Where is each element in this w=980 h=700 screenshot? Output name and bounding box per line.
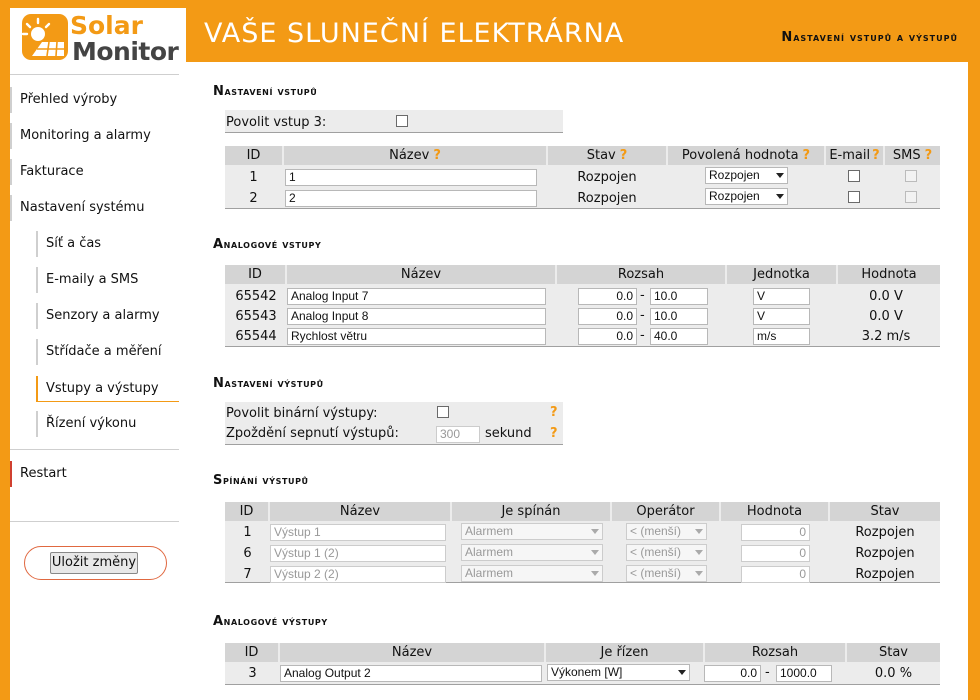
col-name: Název <box>280 643 544 662</box>
switch-row-1-state: Rozpojen <box>855 525 915 540</box>
analog-input-row-3-id: 65544 <box>235 329 277 344</box>
analog-input-row-1-min[interactable]: 0.0 <box>578 288 637 305</box>
sidebar-item-network[interactable]: Síť a čas <box>36 231 179 257</box>
analog-input-row-1-name[interactable]: Analog Input 7 <box>287 288 546 305</box>
menu-divider <box>10 449 179 450</box>
input-row-1-email-checkbox[interactable] <box>848 170 860 182</box>
page-subtitle: Nastavení vstupů a výstupů <box>781 30 958 45</box>
analog-input-row-2-name[interactable]: Analog Input 8 <box>287 308 546 325</box>
range-dash: - <box>640 328 645 343</box>
col-state: Stav <box>830 502 940 521</box>
chevron-down-icon <box>695 571 703 576</box>
range-dash: - <box>640 288 645 303</box>
chevron-down-icon <box>695 550 703 555</box>
sidebar-item-restart[interactable]: Restart <box>10 461 179 487</box>
switch-row-3-id: 7 <box>243 567 252 582</box>
col-id: ID <box>225 265 285 284</box>
sidebar-item-inputs-outputs[interactable]: Vstupy a výstupy <box>36 376 179 402</box>
output-delay-unit: sekund <box>485 426 532 441</box>
switch-row-1-id: 1 <box>243 525 252 540</box>
help-icon[interactable]: ? <box>872 148 880 163</box>
switch-row-3-state: Rozpojen <box>855 567 915 582</box>
sidebar-item-system-settings[interactable]: Nastavení systému <box>10 195 179 221</box>
input-row-2-name[interactable]: 2 <box>285 190 537 207</box>
enable-input-label: Povolit vstup 3: <box>226 115 327 130</box>
switch-row-1-value[interactable]: 0 <box>741 524 810 541</box>
help-icon[interactable]: ? <box>433 148 441 163</box>
input-row-1-allowed-select[interactable]: Rozpojen <box>705 167 788 184</box>
col-range: Rozsah <box>557 265 725 284</box>
input-row-1-sms-checkbox[interactable] <box>905 170 917 182</box>
col-name: Název <box>270 502 450 521</box>
chevron-down-icon <box>776 173 784 178</box>
enable-outputs-label: Povolit binární výstupy: <box>226 406 378 421</box>
inputs-section-title: Nastavení vstupů <box>213 84 318 99</box>
col-controlled: Je řízen <box>546 643 703 662</box>
output-delay-input[interactable]: 300 <box>436 426 480 443</box>
col-operator: Operátor <box>612 502 719 521</box>
analog-input-row-2-min[interactable]: 0.0 <box>578 308 637 325</box>
sidebar-item-sensors[interactable]: Senzory a alarmy <box>36 303 179 329</box>
switch-row-2-state: Rozpojen <box>855 546 915 561</box>
analog-output-row-1-min[interactable]: 0.0 <box>704 665 761 682</box>
sidebar-item-monitoring[interactable]: Monitoring a alarmy <box>10 123 179 149</box>
analog-output-row-1-state: 0.0 % <box>874 666 913 681</box>
enable-outputs-checkbox[interactable] <box>437 406 449 418</box>
chevron-down-icon <box>591 571 599 576</box>
switch-row-2-name[interactable]: Výstup 1 (2) <box>270 545 446 562</box>
menu-divider-bottom <box>10 521 179 522</box>
switch-row-2-operator-select[interactable]: < (menší) <box>626 544 707 561</box>
col-sms: SMS ? <box>885 146 940 165</box>
col-allowed: Povolená hodnota ? <box>668 146 824 165</box>
chevron-down-icon <box>591 529 599 534</box>
analog-input-row-2-value: 0.0 V <box>869 309 903 324</box>
col-unit: Jednotka <box>727 265 836 284</box>
analog-input-row-1-id: 65542 <box>235 289 277 304</box>
logo-line-1: Solar <box>70 11 143 40</box>
save-button[interactable]: Uložit změny <box>50 552 138 574</box>
analog-input-row-3-min[interactable]: 0.0 <box>578 328 637 345</box>
switch-row-3-value[interactable]: 0 <box>741 566 810 583</box>
analog-input-row-2-id: 65543 <box>235 309 277 324</box>
analog-input-row-3-value: 3.2 m/s <box>861 329 911 344</box>
analog-input-row-3-max[interactable]: 40.0 <box>650 328 708 345</box>
output-delay-label: Zpoždění sepnutí výstupů: <box>226 426 399 441</box>
analog-output-row-1-max[interactable]: 1000.0 <box>776 665 832 682</box>
col-state: Stav ? <box>548 146 666 165</box>
logo-divider <box>10 74 179 75</box>
switch-row-1-switched-select[interactable]: Alarmem <box>461 523 603 540</box>
help-icon[interactable]: ? <box>924 148 933 163</box>
page-title: VAŠE SLUNEČNÍ ELEKTRÁRNA <box>204 18 625 49</box>
chevron-down-icon <box>591 550 599 555</box>
logo[interactable] <box>20 8 179 68</box>
col-switched: Je spínán <box>452 502 610 521</box>
switch-row-1-operator-select[interactable]: < (menší) <box>626 523 707 540</box>
sidebar-item-power-control[interactable]: Řízení výkonu <box>36 411 179 437</box>
col-name: Název ? <box>284 146 546 165</box>
help-icon[interactable]: ? <box>550 426 558 441</box>
sidebar-item-inverters[interactable]: Střídače a měření <box>36 339 179 365</box>
help-icon[interactable]: ? <box>619 148 628 163</box>
sidebar-item-email[interactable]: E-maily a SMS <box>36 267 179 293</box>
switch-row-2-switched-select[interactable]: Alarmem <box>461 544 603 561</box>
help-icon[interactable]: ? <box>802 148 811 163</box>
sidebar-item-overview[interactable]: Přehled výroby <box>10 87 179 113</box>
switch-row-3-switched-select[interactable]: Alarmem <box>461 565 603 582</box>
input-row-1-id: 1 <box>249 170 258 185</box>
analog-input-row-2-unit[interactable]: V <box>753 308 810 325</box>
col-state: Stav <box>847 643 940 662</box>
analog-input-row-3-unit[interactable]: m/s <box>753 328 810 345</box>
switching-section-title: Spínání výstupů <box>213 473 309 488</box>
chevron-down-icon <box>695 529 703 534</box>
col-range: Rozsah <box>705 643 845 662</box>
input-row-1-state: Rozpojen <box>577 170 637 185</box>
input-row-2-state: Rozpojen <box>577 191 637 206</box>
enable-input-3-checkbox[interactable] <box>396 115 408 127</box>
input-row-2-sms-checkbox[interactable] <box>905 191 917 203</box>
chevron-down-icon <box>776 194 784 199</box>
analog-input-row-1-value: 0.0 V <box>869 289 903 304</box>
analog-outputs-section-title: Analogové výstupy <box>213 614 328 629</box>
sidebar-item-billing[interactable]: Fakturace <box>10 159 179 185</box>
right-border <box>968 0 980 700</box>
sun-icon <box>20 12 70 62</box>
header <box>186 8 968 62</box>
col-email: E-mail ? <box>826 146 883 165</box>
analog-input-row-2-max[interactable]: 10.0 <box>650 308 708 325</box>
analog-input-row-3-name[interactable]: Rychlost větru <box>287 328 546 345</box>
col-id: ID <box>225 502 268 521</box>
analog-output-row-1-controlled-select[interactable]: Výkonem [W] <box>547 664 690 681</box>
range-dash: - <box>765 665 770 680</box>
switch-row-2-id: 6 <box>243 546 252 561</box>
analog-inputs-section-title: Analogové vstupy <box>213 237 322 252</box>
input-row-2-email-checkbox[interactable] <box>848 191 860 203</box>
col-name: Název <box>287 265 555 284</box>
col-id: ID <box>225 146 282 165</box>
analog-output-row-1-id: 3 <box>248 666 257 681</box>
switch-row-3-operator-select[interactable]: < (menší) <box>626 565 707 582</box>
input-row-2-allowed-select[interactable]: Rozpojen <box>705 188 788 205</box>
input-row-2-id: 2 <box>249 191 258 206</box>
chevron-down-icon <box>678 670 686 675</box>
col-value: Hodnota <box>721 502 828 521</box>
analog-input-row-1-unit[interactable]: V <box>753 288 810 305</box>
analog-output-row-1-name[interactable]: Analog Output 2 <box>280 665 542 682</box>
switch-row-2-value[interactable]: 0 <box>741 545 810 562</box>
outputs-section-title: Nastavení výstupů <box>213 376 324 391</box>
col-value: Hodnota <box>838 265 940 284</box>
analog-input-row-1-max[interactable]: 10.0 <box>650 288 708 305</box>
help-icon[interactable]: ? <box>550 405 558 420</box>
logo-line-2: Monitor <box>72 37 179 66</box>
input-row-1-name[interactable]: 1 <box>285 169 537 186</box>
range-dash: - <box>640 308 645 323</box>
switch-row-3-name[interactable]: Výstup 2 (2) <box>270 566 446 583</box>
col-id: ID <box>225 643 278 662</box>
switch-row-1-name[interactable]: Výstup 1 <box>270 524 446 541</box>
